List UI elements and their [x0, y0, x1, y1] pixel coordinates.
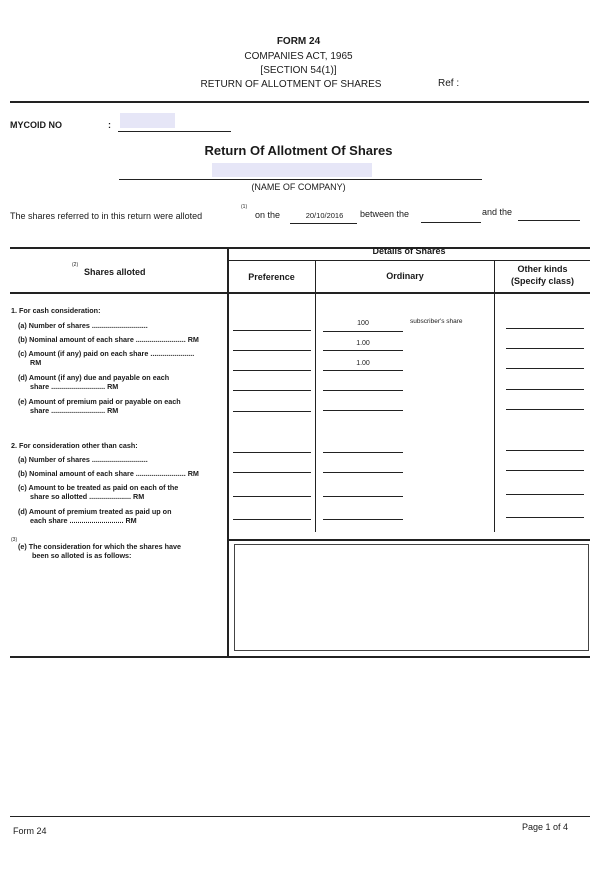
- col-divider-pref-ord: [315, 261, 316, 532]
- pref-other-a-field[interactable]: [233, 452, 311, 453]
- shares-alloted-header: Shares alloted: [84, 267, 146, 277]
- cash-e-label: (e) Amount of premium paid or payable on each: [18, 397, 181, 406]
- ord-cash-d-field[interactable]: [323, 390, 403, 391]
- col-divider-ord-other: [494, 261, 495, 532]
- col-preference: Preference: [248, 272, 295, 282]
- form-title: Return Of Allotment Of Shares: [204, 143, 393, 158]
- col-ordinary: Ordinary: [386, 271, 424, 281]
- other-other-d-field[interactable]: [506, 517, 584, 518]
- other-d-rm: each share ........................... RM: [30, 516, 137, 525]
- other-cash-e-field[interactable]: [506, 409, 584, 410]
- pref-other-d-field[interactable]: [233, 519, 311, 520]
- ord-other-a-field[interactable]: [323, 452, 403, 453]
- act-title: COMPANIES ACT, 1965: [244, 51, 353, 62]
- other-c-label: (c) Amount to be treated as paid on each of the: [18, 483, 179, 492]
- ord-other-d-field[interactable]: [323, 519, 403, 520]
- consideration-label-cont: been so alloted is as follows:: [32, 551, 132, 560]
- other-cash-d-field[interactable]: [506, 389, 584, 390]
- cash-d-rm: share ........................... RM: [30, 382, 119, 391]
- consideration-textbox[interactable]: [234, 544, 589, 651]
- table-bottom-border: [10, 656, 590, 658]
- details-of-shares-header: Details of Shares: [372, 246, 446, 256]
- page-number: Page 1 of 4: [522, 822, 569, 832]
- cash-b-label: (b) Nominal amount of each share ......................... RM: [18, 335, 199, 344]
- between-date-field[interactable]: [421, 222, 481, 223]
- section-ref: [SECTION 54(1)]: [260, 65, 337, 76]
- ord-cash-a-value[interactable]: 100: [357, 320, 369, 327]
- ord-cash-b-field: [323, 350, 403, 351]
- other-b-label: (b) Nominal amount of each share ......................... RM: [18, 469, 199, 478]
- and-the-label: and the: [482, 207, 513, 217]
- allotment-statement: The shares referred to in this return were alloted: [10, 211, 203, 221]
- pref-cash-e-field[interactable]: [233, 411, 311, 412]
- mycoid-field[interactable]: [118, 131, 231, 132]
- other-c-rm: share so allotted ..................... RM: [30, 492, 145, 501]
- cash-e-rm: share ........................... RM: [30, 406, 119, 415]
- other-cash-c-field[interactable]: [506, 368, 584, 369]
- footer-divider: [10, 816, 590, 817]
- pref-cash-c-field[interactable]: [233, 370, 311, 371]
- and-date-field[interactable]: [518, 220, 580, 221]
- other-other-b-field[interactable]: [506, 470, 584, 471]
- other-other-a-field[interactable]: [506, 450, 584, 451]
- footnote-2: (2): [72, 262, 79, 268]
- table-header-bottom: [10, 292, 590, 294]
- allotment-date[interactable]: 20/10/2016: [305, 211, 344, 220]
- other-d-label: (d) Amount of premium treated as paid up on: [18, 507, 172, 516]
- other-a-label: (a) Number of shares ............................: [18, 455, 148, 464]
- ord-cash-a-field: [323, 331, 403, 332]
- form-number: FORM 24: [276, 36, 321, 47]
- on-the-label: on the: [255, 210, 281, 220]
- pref-cash-b-field[interactable]: [233, 350, 311, 351]
- footnote-3: (3): [11, 537, 18, 543]
- pref-cash-d-field[interactable]: [233, 390, 311, 391]
- consideration-label: (e) The consideration for which the shares have: [18, 542, 181, 551]
- ord-cash-b-value[interactable]: 1.00: [356, 340, 370, 347]
- cash-heading: 1. For cash consideration:: [11, 306, 101, 315]
- ordinary-note: subscriber's share: [410, 318, 463, 325]
- mycoid-redacted-value: [120, 113, 175, 128]
- other-cash-a-field[interactable]: [506, 328, 584, 329]
- between-label: between the: [360, 209, 410, 219]
- cash-c-rm: RM: [30, 358, 42, 367]
- ord-cash-c-value[interactable]: 1.00: [356, 360, 370, 367]
- consideration-box-top: [228, 539, 590, 541]
- date-underline: [290, 223, 357, 224]
- footnote-1: (1): [241, 204, 248, 210]
- ref-label: Ref :: [438, 78, 460, 89]
- other-other-c-field[interactable]: [506, 494, 584, 495]
- cash-a-label: (a) Number of shares ............................: [18, 321, 148, 330]
- header-divider: [10, 101, 589, 103]
- ord-other-b-field[interactable]: [323, 472, 403, 473]
- company-name-caption: (NAME OF COMPANY): [251, 182, 346, 192]
- cash-c-label: (c) Amount (if any) paid on each share ......................: [18, 349, 195, 358]
- pref-other-c-field[interactable]: [233, 496, 311, 497]
- ord-cash-e-field[interactable]: [323, 410, 403, 411]
- ord-other-c-field[interactable]: [323, 496, 403, 497]
- mycoid-colon: :: [108, 120, 111, 130]
- pref-cash-a-field[interactable]: [233, 330, 311, 331]
- pref-other-b-field[interactable]: [233, 472, 311, 473]
- company-name-field[interactable]: [119, 179, 482, 180]
- return-title: RETURN OF ALLOTMENT OF SHARES: [200, 79, 382, 90]
- col-other-kinds: Other kinds: [517, 264, 568, 274]
- other-heading: 2. For consideration other than cash:: [11, 441, 138, 450]
- table-col-divider-main: [227, 247, 229, 656]
- ord-cash-c-field: [323, 370, 403, 371]
- footer-form-label: Form 24: [13, 826, 47, 836]
- mycoid-label: MYCOID NO: [10, 120, 63, 130]
- company-name-redacted: [212, 163, 372, 177]
- col-specify-class: (Specify class): [510, 276, 575, 286]
- details-header-divider: [228, 260, 590, 261]
- cash-d-label: (d) Amount (if any) due and payable on each: [18, 373, 170, 382]
- other-cash-b-field[interactable]: [506, 348, 584, 349]
